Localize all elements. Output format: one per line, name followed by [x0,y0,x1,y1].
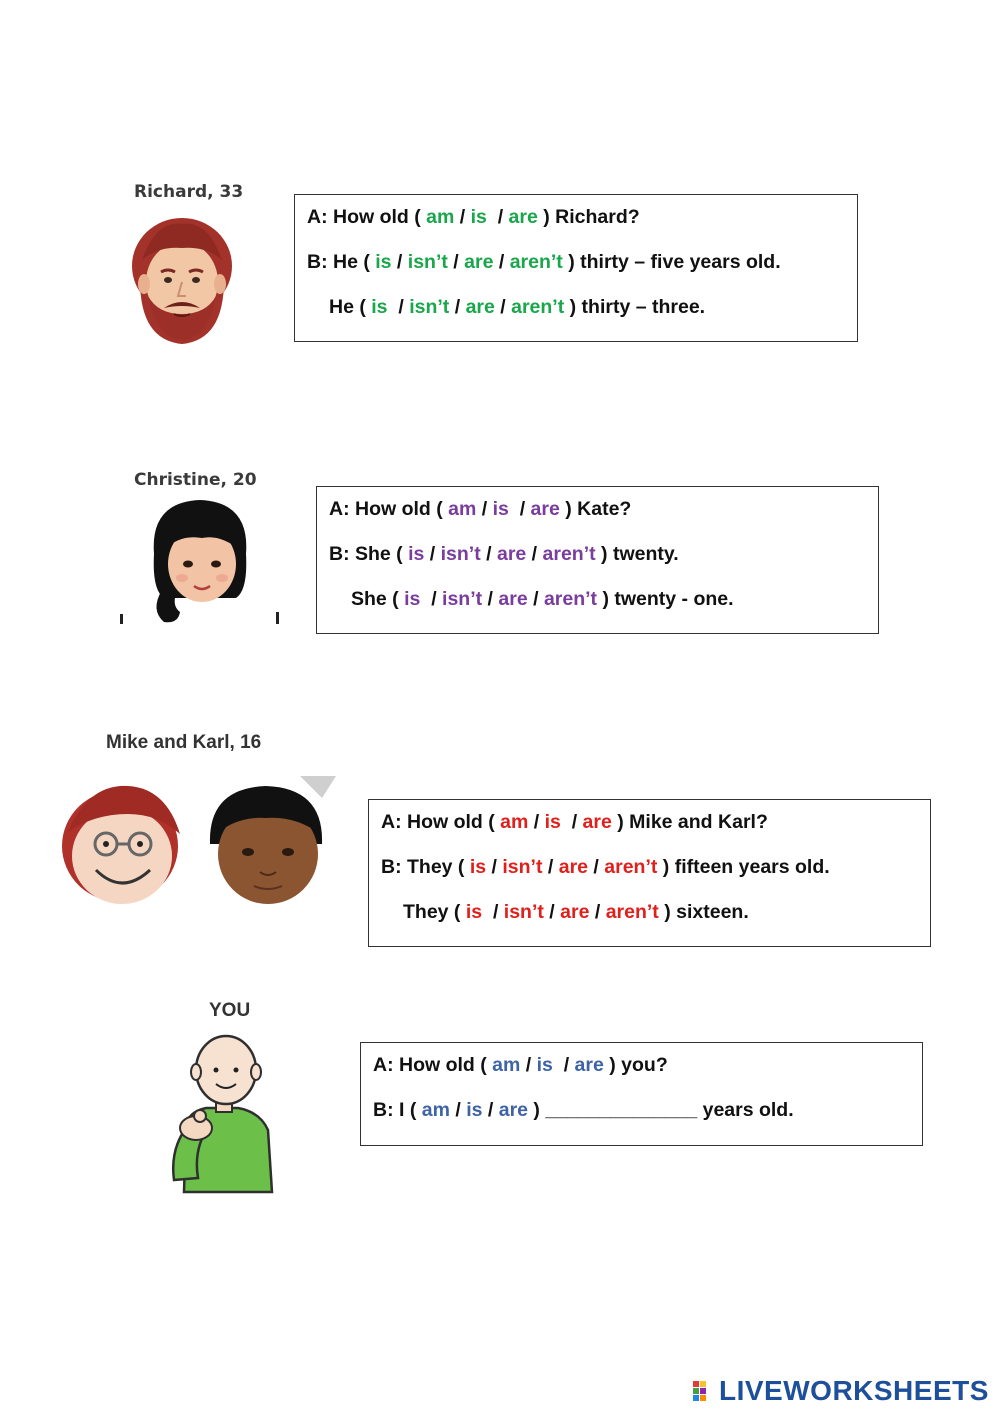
option-arent[interactable]: aren’t [509,251,563,273]
line-text: ) thirty – five years old. [562,251,781,273]
line-text: He ( [329,296,372,318]
option-is[interactable]: is [544,811,561,833]
line-text: ) you? [603,1054,668,1076]
option-isnt[interactable]: isn’t [407,251,448,273]
separator: / [528,811,545,833]
separator: / [589,901,606,923]
question-box-richard [294,194,858,342]
caption-mike-and-karl: Mike and Karl, 16 [106,732,262,753]
separator: / [486,206,509,228]
line-text: A: How old ( [373,1054,493,1076]
question-line-a [373,1050,910,1095]
liveworksheets-logo-icon [693,1379,717,1403]
richard-face-image [126,210,238,346]
separator: / [480,543,497,565]
option-are[interactable]: are [560,901,590,923]
option-is[interactable]: is [371,296,388,318]
answer-line-b [381,852,918,897]
line-text: They ( [403,901,466,923]
separator: / [527,588,544,610]
christine-face-image [120,494,280,626]
answer-line-b [329,539,866,584]
option-isnt[interactable]: isn’t [502,856,543,878]
option-isnt[interactable]: isn’t [442,588,483,610]
line-text: ) fifteen years old. [657,856,830,878]
option-are[interactable]: are [508,206,538,228]
answer-blank[interactable]: ) ______________ [528,1099,703,1121]
line-text: ) twenty - one. [597,588,734,610]
option-are[interactable]: are [530,498,560,520]
separator: / [454,206,471,228]
option-arent[interactable]: aren’t [604,856,658,878]
option-am[interactable]: am [426,206,455,228]
you-pointing-figure-image [164,1030,280,1196]
separator: / [560,811,583,833]
question-box-you [360,1042,923,1146]
line-text: A: How old ( [307,206,427,228]
line-text: ) twenty. [595,543,679,565]
answer-line-b [307,247,845,292]
separator: / [391,251,408,273]
line-text: years old. [702,1099,794,1121]
option-isnt[interactable]: isn’t [503,901,544,923]
liveworksheets-logo [693,1376,989,1406]
question-box-mike-and-karl [368,799,931,947]
line-text: A: How old ( [381,811,501,833]
separator: / [588,856,605,878]
question-line-a [329,494,866,539]
answer-line-c [329,584,866,629]
separator: / [482,901,504,923]
answer-line-b [373,1095,910,1140]
separator: / [486,856,503,878]
option-am[interactable]: am [448,498,477,520]
separator: / [494,296,512,318]
separator: / [449,1099,467,1121]
separator: / [552,1054,575,1076]
option-are[interactable]: are [582,811,612,833]
separator: / [476,498,493,520]
option-is[interactable]: is [466,1099,483,1121]
option-are[interactable]: are [558,856,589,878]
question-box-christine [316,486,879,634]
separator: / [482,588,499,610]
separator: / [424,543,441,565]
option-are[interactable]: are [498,1099,529,1121]
caption-christine: Christine, 20 [134,470,257,490]
caption-richard: Richard, 33 [134,182,244,202]
option-is[interactable]: is [470,206,487,228]
line-text: ) Mike and Karl? [611,811,768,833]
option-am[interactable]: am [500,811,529,833]
question-line-a [381,807,918,852]
separator: / [542,856,559,878]
option-arent[interactable]: aren’t [542,543,596,565]
logo-text: LIVEWORKSHEETS [719,1375,989,1406]
option-are[interactable]: are [498,588,528,610]
option-is[interactable]: is [536,1054,553,1076]
line-text: ) Kate? [559,498,632,520]
option-is[interactable]: is [469,856,487,878]
line-text: B: He ( [307,251,376,273]
question-line-a [307,202,845,247]
option-is[interactable]: is [404,588,421,610]
option-are[interactable]: are [574,1054,604,1076]
line-text: B: They ( [381,856,470,878]
option-arent[interactable]: aren’t [605,901,659,923]
separator: / [420,588,443,610]
option-are[interactable]: are [464,251,494,273]
separator: / [387,296,410,318]
line-text: ) Richard? [537,206,640,228]
line-text: ) thirty – three. [564,296,706,318]
separator: / [493,251,510,273]
caption-you: YOU [209,1000,251,1021]
separator: / [482,1099,499,1121]
option-arent[interactable]: aren’t [543,588,598,610]
separator: / [447,251,465,273]
separator: / [526,543,543,565]
answer-line-c [307,292,845,337]
line-text: She ( [351,588,405,610]
option-am[interactable]: am [421,1099,450,1121]
option-is[interactable]: is [408,543,425,565]
option-is[interactable]: is [492,498,509,520]
option-am[interactable]: am [492,1054,521,1076]
separator: / [520,1054,537,1076]
option-are[interactable]: are [496,543,527,565]
mike-and-karl-faces-image [48,774,338,910]
line-text: B: I ( [373,1099,422,1121]
line-text: B: She ( [329,543,409,565]
option-is[interactable]: is [465,901,483,923]
separator: / [508,498,531,520]
option-isnt[interactable]: isn’t [440,543,481,565]
line-text: A: How old ( [329,498,449,520]
option-isnt[interactable]: isn’t [409,296,450,318]
separator: / [449,296,466,318]
separator: / [543,901,561,923]
line-text: ) sixteen. [658,901,749,923]
answer-line-c [381,897,918,942]
option-are[interactable]: are [465,296,495,318]
option-arent[interactable]: aren’t [511,296,565,318]
option-is[interactable]: is [375,251,392,273]
